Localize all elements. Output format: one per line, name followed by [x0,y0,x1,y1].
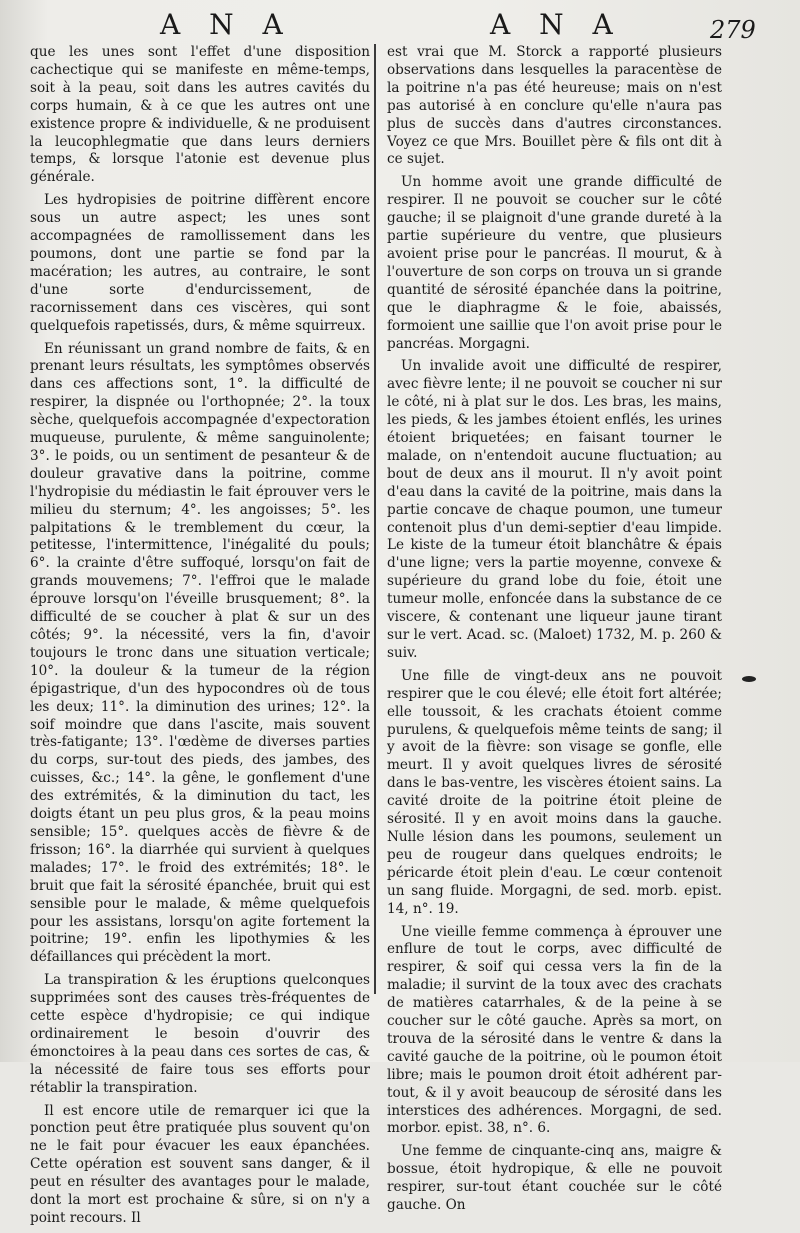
paragraph: Un homme avoit une grande difficulté de respirer. Il ne pouvoit se coucher sur le côté gauche; il se plaignoit d'une grande dureté à la partie supérieure du ventre, que plusieurs avoient prise pour le pancréas. Il mourut, & à l'ouverture de son corps on trouva un si grande quantité de sérosité épanchée dans la poitrine, que le diaphragme & le foie, abaissés, formoient une saillie que l'on avoit prise pour le pancréas. Morgagni. [387,174,722,352]
paragraph: est vrai que M. Storck a rapporté plusieurs observations dans lesquelles la paracentèse de la poitrine n'a pas été heureuse; mais on n'est pas autorisé à en conclure qu'elle n'aura pas plus de succès dans d'autres circonstances. Voyez ce que Mrs. Bouillet père & fils ont dit à ce sujet. [387,44,722,168]
paragraph: Une vieille femme commença à éprouver une enflure de tout le corps, avec difficulté de respirer, & soif qui cessa vers la fin de la maladie; il survint de la toux avec des crachats de matières catarrhales, & de la peine à se coucher sur le côté gauche. Après sa mort, on trouva de la sérosité dans le ventre & dans la cavité gauche de la poitrine, où le poumon étoit libre; mais le poumon droit étoit adhérent par-tout, & il y avoit beaucoup de sérosité dans les interstices des adhérences. Morgagni, de sed. morbor. epist. 38, n°. 6. [387,923,722,1137]
paragraph: La transpiration & les éruptions quelconques supprimées sont des causes très-fréquentes de cette espèce d'hydropisie; ce qui indique ordinairement le besoin d'ouvrir des émonctoires à la peau dans ces sortes de cas, & la nécessité de faire tous ses efforts pour rétablir la transpiration. [30,972,370,1096]
paragraph: Une fille de vingt-deux ans ne pouvoit respirer que le cou élevé; elle étoit fort altérée; elle toussoit, & les crachats étoient comme purulens, & quelquefois même teints de sang; il y avoit de la fièvre: son visage se gonfle, elle meurt. Il y avoit quelques livres de sérosité dans le bas-ventre, les viscères étoient sains. La cavité droite de la poitrine étoit pleine de sérosité. Il y en avoit moins dans la gauche. Nulle lésion dans les poumons, seulement un peu de rougeur dans quelques endroits; le péricarde étoit plein d'eau. Le cœur contenoit un sang fluide. Morgagni, de sed. morb. epist. 14, n°. 19. [387,667,722,917]
right-column [387,44,722,1220]
paragraph: que les unes sont l'effet d'une disposition cachectique qui se manifeste en même-temps, soit à la peau, soit dans les autres cavités du corps humain, & à ce que les autres ont une existence propre & individuelle, & ne produisent la leucophlegmatie que dans leurs derniers temps, & lorsque l'atonie est devenue plus générale. [30,44,370,186]
paragraph: Un invalide avoit une difficulté de respirer, avec fièvre lente; il ne pouvoit se coucher ni sur le côté, ni à plat sur le dos. Les bras, les mains, les pieds, & les jambes étoient enflés, les urines étoient briquetées; en faisant tourner le malade, on n'entendoit aucune fluctuation; au bout de deux ans il mourut. Il n'y avoit point d'eau dans la cavité de la poitrine, mais dans la partie concave de chaque poumon, une tumeur contenoit plus d'un demi-septier d'eau limpide. Le kiste de la tumeur étoit blanchâtre & épais d'une ligne; vers la partie moyenne, convexe & supérieure du grand lobe du foie, étoit une tumeur molle, enfoncée dans la substance de ce viscere, & contenant une liqueur jaune tirant sur le vert. Acad. sc. (Maloet) 1732, M. p. 260 & suiv. [387,358,722,661]
page-number: 279 [710,16,756,44]
paragraph: Une femme de cinquante-cinq ans, maigre & bossue, étoit hydropique, & elle ne pouvoit respirer, sur-tout étant couchée sur le côté gauche. On [387,1143,722,1214]
paragraph: Les hydropisies de poitrine diffèrent encore sous un autre aspect; les unes sont accompagnées de ramollissement dans les poumons, dont une partie se fond par la macération; les autres, au contraire, le sont d'une sorte d'endurcissement, de racornissement dans ces viscères, qui sont quelquefois rapetissés, durs, & même squirreux. [30,192,370,334]
left-column [30,44,370,1233]
running-title-left: A N A [160,8,293,41]
running-title-right: A N A [490,8,623,41]
paragraph: En réunissant un grand nombre de faits, & en prenant leurs résultats, les symptômes observés dans ces affections sont, 1°. la difficulté de respirer, la dispnée ou l'orthopnée; 2°. la toux sèche, quelquefois accompagnée d'expectoration muqueuse, purulente, & même sanguinolente; 3°. le poids, ou un sentiment de pesanteur & de douleur gravative dans la poitrine, comme l'hydropisie du médiastin le fait éprouver vers le milieu du sternum; 4°. les angoisses; 5°. les palpitations & le tremblement du cœur, la petitesse, l'intermittence, l'inégalité du pouls; 6°. la crainte d'être suffoqué, lorsqu'on fait de grands mouvemens; 7°. l'effroi que le malade éprouve lorsqu'on l'éveille brusquement; 8°. la difficulté de se coucher à plat & sur un des côtés; 9°. la nécessité, vers la fin, d'avoir toujours le tronc dans une situation verticale; 10°. la douleur & la tumeur de la région épigastrique, d'un des hypocondres où de tous les deux; 11°. la diminution des urines; 12°. la soif moindre que dans l'ascite, mais souvent très-fatigante; 13°. l'œdème de diverses parties du corps, sur-tout des pieds, des jambes, des cuisses, &c.; 14°. la gêne, le gonflement d'une des extrémités, & la diminution du tact, les doigts étant un peu plus gros, & la peau moins sensible; 15°. quelques accès de fièvre & de frisson; 16°. la diarrhée qui survient à quelques malades; 17°. le froid des extrémités; 18°. le bruit que fait la sérosité épanchée, bruit qui est sensible pour le malade, & même quelquefois pour les assistans, lorsqu'on agite fortement la poitrine; 19°. enfin les lipothymies & les défaillances qui précèdent la mort. [30,340,370,966]
ink-blot [742,676,756,682]
paragraph: Il est encore utile de remarquer ici que la ponction peut être pratiquée plus souvent qu'on ne le fait pour évacuer les eaux épanchées. Cette opération est souvent sans danger, & il peut en résulter des avantages pour le malade, dont la mort est prochaine & sûre, si on n'y a point recours. Il [30,1102,370,1226]
running-header [0,8,800,44]
column-divider [374,44,376,994]
